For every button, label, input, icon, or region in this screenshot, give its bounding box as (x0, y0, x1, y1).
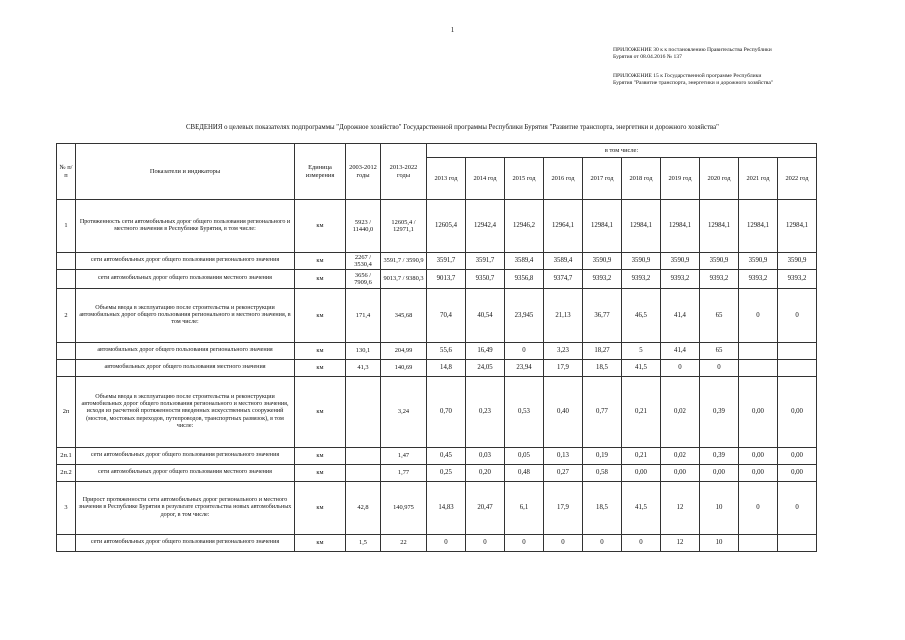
value-year (778, 360, 817, 377)
value-year: 9393,2 (661, 270, 700, 289)
value-year: 24,05 (466, 360, 505, 377)
value-year: 0,58 (583, 465, 622, 482)
value-year: 0 (700, 360, 739, 377)
value-year: 41,4 (661, 289, 700, 343)
header-year: 2021 год (739, 158, 778, 200)
value-year: 0,00 (661, 465, 700, 482)
value-year: 12 (661, 535, 700, 552)
value-year: 9393,2 (739, 270, 778, 289)
value-year: 12984,1 (583, 200, 622, 253)
value-year: 5 (622, 343, 661, 360)
value-year: 9350,7 (466, 270, 505, 289)
value-year: 12984,1 (739, 200, 778, 253)
value-2003-2012 (346, 448, 381, 465)
value-year: 41,4 (661, 343, 700, 360)
value-2003-2012: 171,4 (346, 289, 381, 343)
header-year: 2017 год (583, 158, 622, 200)
unit: км (295, 200, 346, 253)
value-year (739, 343, 778, 360)
value-year: 12984,1 (661, 200, 700, 253)
value-year (739, 535, 778, 552)
value-year: 0,00 (778, 465, 817, 482)
value-2013-2022: 140,69 (381, 360, 427, 377)
value-year: 3590,9 (583, 253, 622, 270)
row-number: 2п (57, 377, 76, 448)
header-num: № п/п (57, 144, 76, 200)
table-row (57, 465, 817, 482)
value-year: 9356,8 (505, 270, 544, 289)
value-2013-2022: 9013,7 / 9380,3 (381, 270, 427, 289)
indicator-name: сети автомобильных дорог общего пользования местного значения (76, 270, 295, 289)
value-year: 3591,7 (466, 253, 505, 270)
table-row (57, 482, 817, 535)
row-number: 2п.2 (57, 465, 76, 482)
header-unit: Единица измерения (295, 144, 346, 200)
value-year: 21,13 (544, 289, 583, 343)
value-2003-2012: 41,3 (346, 360, 381, 377)
indicator-name: сети автомобильных дорог общего пользования местного значения (76, 465, 295, 482)
value-year: 12605,4 (427, 200, 466, 253)
value-2003-2012 (346, 377, 381, 448)
table-row (57, 270, 817, 289)
header-including: в том числе: (427, 144, 817, 158)
value-year: 0 (544, 535, 583, 552)
value-year: 3589,4 (505, 253, 544, 270)
indicators-table (56, 143, 817, 552)
row-number (57, 343, 76, 360)
unit: км (295, 448, 346, 465)
unit: км (295, 465, 346, 482)
value-year: 0,21 (622, 377, 661, 448)
value-year: 0 (583, 535, 622, 552)
value-year: 10 (700, 482, 739, 535)
indicator-name: Объемы ввода в эксплуатацию после строительства и реконструкции автомобильных дорог общего пользования регионального и местного значения, исходя из расчетной протяженности введенных искусственных сооружений (мостов, мостовых переходов, путепроводов, транспортных развязок), в том числе: (76, 377, 295, 448)
value-year: 41,5 (622, 360, 661, 377)
value-year: 9393,2 (778, 270, 817, 289)
value-year: 3590,9 (778, 253, 817, 270)
value-year: 3590,9 (700, 253, 739, 270)
indicator-name: сети автомобильных дорог общего пользования регионального значения (76, 535, 295, 552)
value-year: 0,00 (622, 465, 661, 482)
value-year: 3590,9 (622, 253, 661, 270)
value-year: 0,00 (778, 377, 817, 448)
value-year: 0 (739, 289, 778, 343)
value-year: 3589,4 (544, 253, 583, 270)
value-2003-2012: 2267 / 3530,4 (346, 253, 381, 270)
row-number: 1 (57, 200, 76, 253)
value-year: 0,40 (544, 377, 583, 448)
value-year: 12984,1 (700, 200, 739, 253)
value-year: 3591,7 (427, 253, 466, 270)
value-year: 46,5 (622, 289, 661, 343)
header-year: 2013 год (427, 158, 466, 200)
indicator-name: сети автомобильных дорог общего пользования регионального значения (76, 448, 295, 465)
value-year: 0,27 (544, 465, 583, 482)
value-year: 0,19 (583, 448, 622, 465)
unit: км (295, 360, 346, 377)
value-year: 0,39 (700, 448, 739, 465)
value-year: 0,45 (427, 448, 466, 465)
value-year: 18,5 (583, 360, 622, 377)
value-year: 0,13 (544, 448, 583, 465)
value-year: 9393,2 (622, 270, 661, 289)
value-year: 9393,2 (700, 270, 739, 289)
appendix-line: Бурятия от 08.04.2016 № 137 (613, 54, 682, 60)
value-year: 0 (505, 343, 544, 360)
unit: км (295, 482, 346, 535)
header-year: 2020 год (700, 158, 739, 200)
header-year: 2018 год (622, 158, 661, 200)
table-row (57, 289, 817, 343)
value-year: 0,02 (661, 448, 700, 465)
value-year: 36,77 (583, 289, 622, 343)
value-year: 9393,2 (583, 270, 622, 289)
unit: км (295, 535, 346, 552)
page-number: 1 (450, 26, 455, 34)
indicator-name: сети автомобильных дорог общего пользования регионального значения (76, 253, 295, 270)
value-year: 0 (661, 360, 700, 377)
value-year: 23,94 (505, 360, 544, 377)
value-year (778, 535, 817, 552)
value-year: 3,23 (544, 343, 583, 360)
header-year: 2014 год (466, 158, 505, 200)
table-row (57, 253, 817, 270)
value-year: 0,05 (505, 448, 544, 465)
value-year: 0,23 (466, 377, 505, 448)
indicator-name: Протяженность сети автомобильных дорог общего пользования регионального и местного значения в Республике Бурятия, в том числе: (76, 200, 295, 253)
value-2003-2012: 5923 / 11440,0 (346, 200, 381, 253)
value-year: 18,27 (583, 343, 622, 360)
value-year: 12984,1 (778, 200, 817, 253)
value-year: 10 (700, 535, 739, 552)
value-year: 14,83 (427, 482, 466, 535)
header-period-2003-2012: 2003-2012 годы (346, 144, 381, 200)
value-2013-2022: 1,77 (381, 465, 427, 482)
value-2003-2012: 1,5 (346, 535, 381, 552)
value-year: 12 (661, 482, 700, 535)
indicator-name: автомобильных дорог общего пользования регионального значения (76, 343, 295, 360)
value-year: 3590,9 (661, 253, 700, 270)
value-year: 0,20 (466, 465, 505, 482)
value-year: 70,4 (427, 289, 466, 343)
value-2013-2022: 12605,4 / 12971,1 (381, 200, 427, 253)
appendix-line: ПРИЛОЖЕНИЕ 15 к Государственной программе Республики (613, 73, 762, 79)
value-year: 12946,2 (505, 200, 544, 253)
value-year: 0,02 (661, 377, 700, 448)
indicator-name: Объемы ввода в эксплуатацию после строительства и реконструкции автомобильных дорог общего пользования регионального и местного значения, в том числе: (76, 289, 295, 343)
value-year: 9013,7 (427, 270, 466, 289)
value-year: 0 (427, 535, 466, 552)
value-year: 0,21 (622, 448, 661, 465)
header-period-2013-2022: 2013-2022 годы (381, 144, 427, 200)
value-2013-2022: 140,975 (381, 482, 427, 535)
value-2013-2022: 22 (381, 535, 427, 552)
unit: км (295, 343, 346, 360)
value-2013-2022: 1,47 (381, 448, 427, 465)
table-row (57, 343, 817, 360)
header-year: 2022 год (778, 158, 817, 200)
value-year: 40,54 (466, 289, 505, 343)
value-year: 65 (700, 343, 739, 360)
value-year: 0 (739, 482, 778, 535)
value-year: 0 (622, 535, 661, 552)
value-year: 16,49 (466, 343, 505, 360)
indicator-name: Прирост протяженности сети автомобильных дорог регионального и местного значения в Республике Бурятия в результате строительства новых автомобильных дорог, в том числе: (76, 482, 295, 535)
value-year: 0,00 (700, 465, 739, 482)
value-year: 0 (778, 289, 817, 343)
value-year: 41,5 (622, 482, 661, 535)
value-2003-2012 (346, 465, 381, 482)
unit: км (295, 377, 346, 448)
header-year: 2016 год (544, 158, 583, 200)
unit: км (295, 289, 346, 343)
value-year: 12942,4 (466, 200, 505, 253)
unit: км (295, 270, 346, 289)
indicator-name: автомобильных дорог общего пользования местного значения (76, 360, 295, 377)
value-year: 0,48 (505, 465, 544, 482)
header-year: 2015 год (505, 158, 544, 200)
row-number: 2 (57, 289, 76, 343)
table-row (57, 360, 817, 377)
unit: км (295, 253, 346, 270)
value-year: 0,39 (700, 377, 739, 448)
appendix-note-2 (613, 73, 903, 87)
row-number: 2п.1 (57, 448, 76, 465)
value-2003-2012: 3656 / 7909,6 (346, 270, 381, 289)
table-row (57, 377, 817, 448)
value-2013-2022: 204,99 (381, 343, 427, 360)
value-year: 9374,7 (544, 270, 583, 289)
value-year: 55,6 (427, 343, 466, 360)
value-year: 20,47 (466, 482, 505, 535)
appendix-note-1 (613, 47, 903, 61)
value-year: 0,00 (739, 465, 778, 482)
value-year: 0,00 (739, 448, 778, 465)
table-row (57, 448, 817, 465)
table-row (57, 535, 817, 552)
value-year: 17,9 (544, 360, 583, 377)
value-year: 0,25 (427, 465, 466, 482)
value-year: 0,00 (739, 377, 778, 448)
value-year (739, 360, 778, 377)
value-year: 0 (466, 535, 505, 552)
appendix-line: Бурятия "Развитие транспорта, энергетики и дорожного хозяйства" (613, 80, 774, 86)
value-2003-2012: 130,1 (346, 343, 381, 360)
value-year: 0,00 (778, 448, 817, 465)
value-year: 17,9 (544, 482, 583, 535)
value-2003-2012: 42,8 (346, 482, 381, 535)
row-number (57, 270, 76, 289)
header-indicator: Показатели и индикаторы (76, 144, 295, 200)
header-year: 2019 год (661, 158, 700, 200)
value-year: 65 (700, 289, 739, 343)
appendix-line: ПРИЛОЖЕНИЕ 30 к к постановлению Правительства Республики (613, 47, 772, 53)
value-year: 0 (778, 482, 817, 535)
value-year: 12984,1 (622, 200, 661, 253)
value-2013-2022: 3591,7 / 3590,9 (381, 253, 427, 270)
document-title: СВЕДЕНИЯ о целевых показателях подпрограммы "Дорожное хозяйство" Государственной программы Республики Бурятия "Развитие транспорта, энергетики и дорожного хозяйства" (186, 124, 719, 131)
row-number: 3 (57, 482, 76, 535)
row-number (57, 360, 76, 377)
value-year: 3590,9 (739, 253, 778, 270)
value-year: 0,53 (505, 377, 544, 448)
value-year: 0 (505, 535, 544, 552)
row-number (57, 535, 76, 552)
value-year: 0,77 (583, 377, 622, 448)
value-2013-2022: 3,24 (381, 377, 427, 448)
value-year: 23,945 (505, 289, 544, 343)
value-year (778, 343, 817, 360)
value-year: 0,70 (427, 377, 466, 448)
table-row (57, 200, 817, 253)
value-2013-2022: 345,68 (381, 289, 427, 343)
row-number (57, 253, 76, 270)
value-year: 18,5 (583, 482, 622, 535)
value-year: 12964,1 (544, 200, 583, 253)
value-year: 0,03 (466, 448, 505, 465)
value-year: 6,1 (505, 482, 544, 535)
value-year: 14,8 (427, 360, 466, 377)
